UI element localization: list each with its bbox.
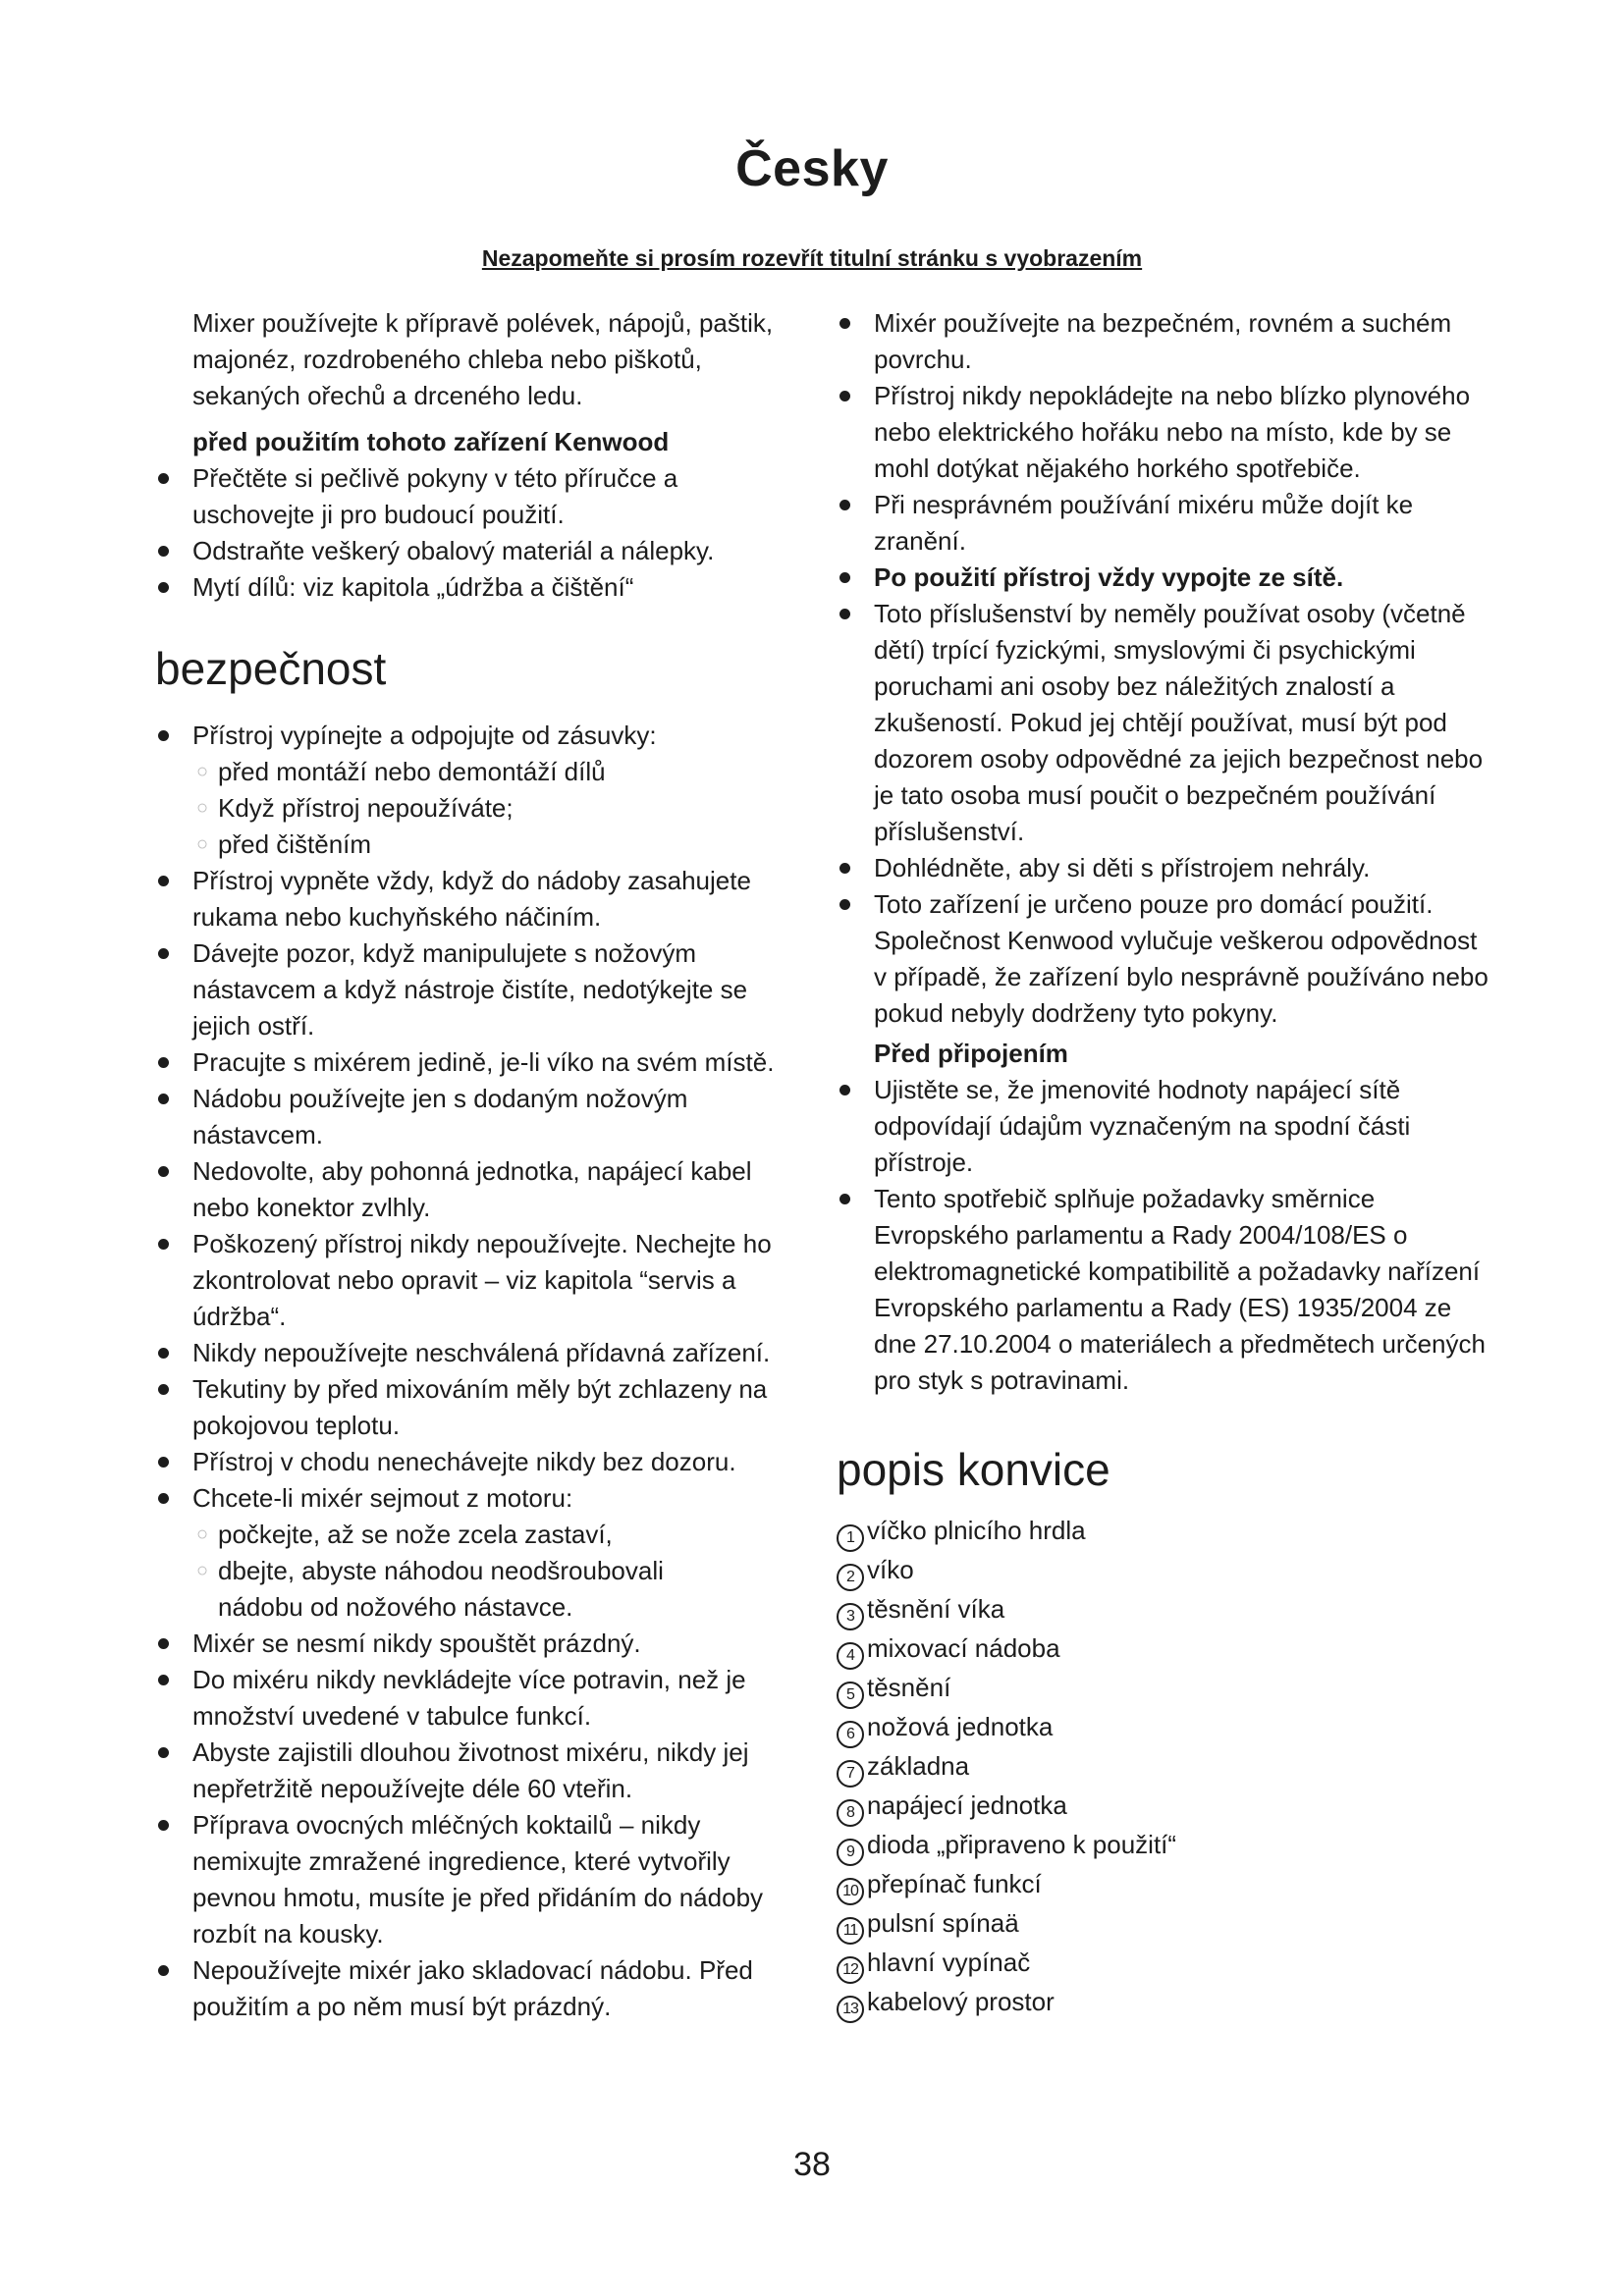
circled-number: 13 [837,1996,864,2023]
sub-item-text: počkejte, až se nože zcela zastaví, [218,1520,613,1549]
sub-list-item [155,1517,803,1553]
sub-bullet-icon: ○ [196,1560,209,1581]
sub-bullet-icon: ○ [196,797,209,819]
parts-list-item [837,1788,1494,1827]
part-label: základna [867,1751,970,1781]
parts-list-item [837,1866,1494,1905]
sub-bullet-icon: ○ [196,1523,209,1545]
list-item: Poškozený přístroj nikdy nepoužívejte. Nechejte ho zkontrolovat nebo opravit – viz kapitola “servis a údržba“. [155,1226,803,1335]
list-item: Dávejte pozor, když manipulujete s nožovým nástavcem a když nástroje čistíte, nedotýkejte se jejich ostří. [155,935,803,1044]
left-column [155,305,803,2025]
circled-number: 11 [837,1917,864,1945]
part-label: mixovací nádoba [867,1633,1060,1663]
part-label: těsnění víka [867,1594,1005,1624]
parts-list-item [837,1905,1494,1945]
parts-list [837,1513,1494,2023]
circled-number: 4 [837,1642,864,1670]
sub-bullet-icon: ○ [196,833,209,855]
safety-bullet-list-continued [837,305,1494,1032]
list-item: Mixér používejte na bezpečném, rovném a suchém povrchu. [837,305,1494,378]
part-label: pulsní spínaä [867,1908,1019,1938]
part-label: víčko plnicího hrdla [867,1516,1086,1545]
intro-paragraph: Mixer používejte k přípravě polévek, nápojů, paštik, majonéz, rozdrobeného chleba nebo piškotů, sekaných ořechů a drceného ledu. [192,308,774,410]
list-item: Tekutiny by před mixováním měly být zchlazeny na pokojovou teplotu. [155,1371,803,1444]
list-item: Ujistěte se, že jmenovité hodnoty napájecí sítě odpovídají údajům vyznačeným na spodní části přístroje. [837,1072,1494,1181]
parts-list-item [837,1709,1494,1748]
list-item: Dohlédněte, aby si děti s přístrojem nehrály. [837,850,1494,886]
sub-item-text: Když přístroj nepoužíváte; [218,793,514,823]
list-item: Přístroj v chodu nenechávejte nikdy bez dozoru. [155,1444,803,1480]
list-item: Přečtěte si pečlivě pokyny v této příručce a uschovejte ji pro budoucí použití. [155,460,803,533]
right-column [837,305,1494,2023]
part-label: přepínač funkcí [867,1869,1042,1898]
before-connecting-heading: Před připojením [874,1039,1068,1068]
safety-heading: bezpečnost [155,643,387,694]
before-use-heading: před použitím tohoto zařízení Kenwood [192,427,670,456]
connecting-bullet-list [837,1072,1494,1399]
parts-list-item [837,1552,1494,1591]
parts-list-item [837,1945,1494,1984]
list-item: Přístroj vypínejte a odpojujte od zásuvky: [155,718,803,754]
circled-number: 3 [837,1603,864,1630]
list-item: Chcete-li mixér sejmout z motoru: [155,1480,803,1517]
list-item: Při nesprávném používání mixéru může dojít ke zranění. [837,487,1494,560]
parts-list-item [837,1984,1494,2023]
circled-number: 10 [837,1878,864,1905]
list-item: Mixér se nesmí nikdy spouštět prázdný. [155,1626,803,1662]
sub-list-item [155,790,803,827]
list-item: Nádobu používejte jen s dodaným nožovým nástavcem. [155,1081,803,1153]
circled-number: 6 [837,1721,864,1748]
list-item: Tento spotřebič splňuje požadavky směrnice Evropského parlamentu a Rady 2004/108/ES o elektromagnetické kompatibilitě a požadavky nařízení Evropského parlamentu a Rady (ES) 1935/2004 ze dne 27.10.2004 o materiálech a předmětech určených pro styk s potravinami. [837,1181,1494,1399]
parts-list-item [837,1827,1494,1866]
circled-number: 9 [837,1839,864,1866]
sub-list-item-continuation: nádobu od nožového nástavce. [218,1592,573,1622]
parts-list-item [837,1670,1494,1709]
list-item: Nepoužívejte mixér jako skladovací nádobu. Před použitím a po něm musí být prázdný. [155,1952,803,2025]
intro-bullet-list [155,460,803,606]
sub-item-text: před čištěním [218,829,372,859]
sub-list-item [155,1553,803,1589]
circled-number: 7 [837,1760,864,1788]
list-item: Do mixéru nikdy nevkládejte více potravin, než je množství uvedené v tabulce funkcí. [155,1662,803,1735]
part-label: napájecí jednotka [867,1790,1067,1820]
list-item: Pracujte s mixérem jedině, je-li víko na svém místě. [155,1044,803,1081]
circled-number: 2 [837,1564,864,1591]
list-item: Přístroj nikdy nepokládejte na nebo blízko plynového nebo elektrického hořáku nebo na místo, kde by se mohl dotýkat nějakého horkého spotřebiče. [837,378,1494,487]
sub-item-text: před montáží nebo demontáží dílů [218,757,606,786]
circled-number: 12 [837,1956,864,1984]
list-item: Nikdy nepoužívejte neschválená přídavná zařízení. [155,1335,803,1371]
list-item: Přístroj vypněte vždy, když do nádoby zasahujete rukama nebo kuchyňského náčiním. [155,863,803,935]
list-item: Toto příslušenství by neměly používat osoby (včetně dětí) trpící fyzickými, smyslovými či psychickými poruchami ani osoby bez náležitých znalostí a zkušeností. Pokud jej chtějí používat, musí být pod dozorem osoby odpovědné za jejich bezpečnost nebo je tato osoba musí poučit o bezpečném používání příslušenství. [837,596,1494,850]
circled-number: 5 [837,1682,864,1709]
page-title: Česky [735,140,889,197]
list-item: Abyste zajistili dlouhou životnost mixéru, nikdy jej nepřetržitě nepoužívejte déle 60 vteřin. [155,1735,803,1807]
part-label: kabelový prostor [867,1987,1055,2016]
sub-bullet-icon: ○ [196,761,209,782]
sub-list-item [155,827,803,863]
list-item: Odstraňte veškerý obalový materiál a nálepky. [155,533,803,569]
list-item: Nedovolte, aby pohonná jednotka, napájecí kabel nebo konektor zvlhly. [155,1153,803,1226]
list-item: Toto zařízení je určeno pouze pro domácí použití. Společnost Kenwood vylučuje veškerou odpovědnost v případě, že zařízení bylo nesprávně používáno nebo pokud nebyly dodrženy tyto pokyny. [837,886,1494,1032]
sub-list-item [155,754,803,790]
circled-number: 1 [837,1524,864,1552]
circled-number: 8 [837,1799,864,1827]
sub-item-text: dbejte, abyste náhodou neodšroubovali [218,1556,664,1585]
parts-heading: popis konvice [837,1444,1110,1495]
subtitle-note: Nezapomeňte si prosím rozevřít titulní stránku s vyobrazením [481,245,1143,271]
part-label: nožová jednotka [867,1712,1054,1741]
page-number: 38 [793,2146,831,2183]
parts-list-item [837,1591,1494,1630]
parts-list-item [837,1513,1494,1552]
list-item: Příprava ovocných mléčných koktailů – nikdy nemixujte zmražené ingredience, které vytvořily pevnou hmotu, musíte je před přidáním do nádoby rozbít na kousky. [155,1807,803,1952]
part-label: víko [867,1555,914,1584]
part-label: těsnění [867,1673,951,1702]
part-label: hlavní vypínač [867,1948,1031,1977]
list-item-emphasis: Po použití přístroj vždy vypojte ze sítě. [837,560,1494,596]
parts-list-item [837,1748,1494,1788]
part-label: dioda „připraveno k použití“ [867,1830,1177,1859]
list-item: Mytí dílů: viz kapitola „údržba a čištění“ [155,569,803,606]
parts-list-item [837,1630,1494,1670]
safety-bullet-list [155,718,803,2025]
